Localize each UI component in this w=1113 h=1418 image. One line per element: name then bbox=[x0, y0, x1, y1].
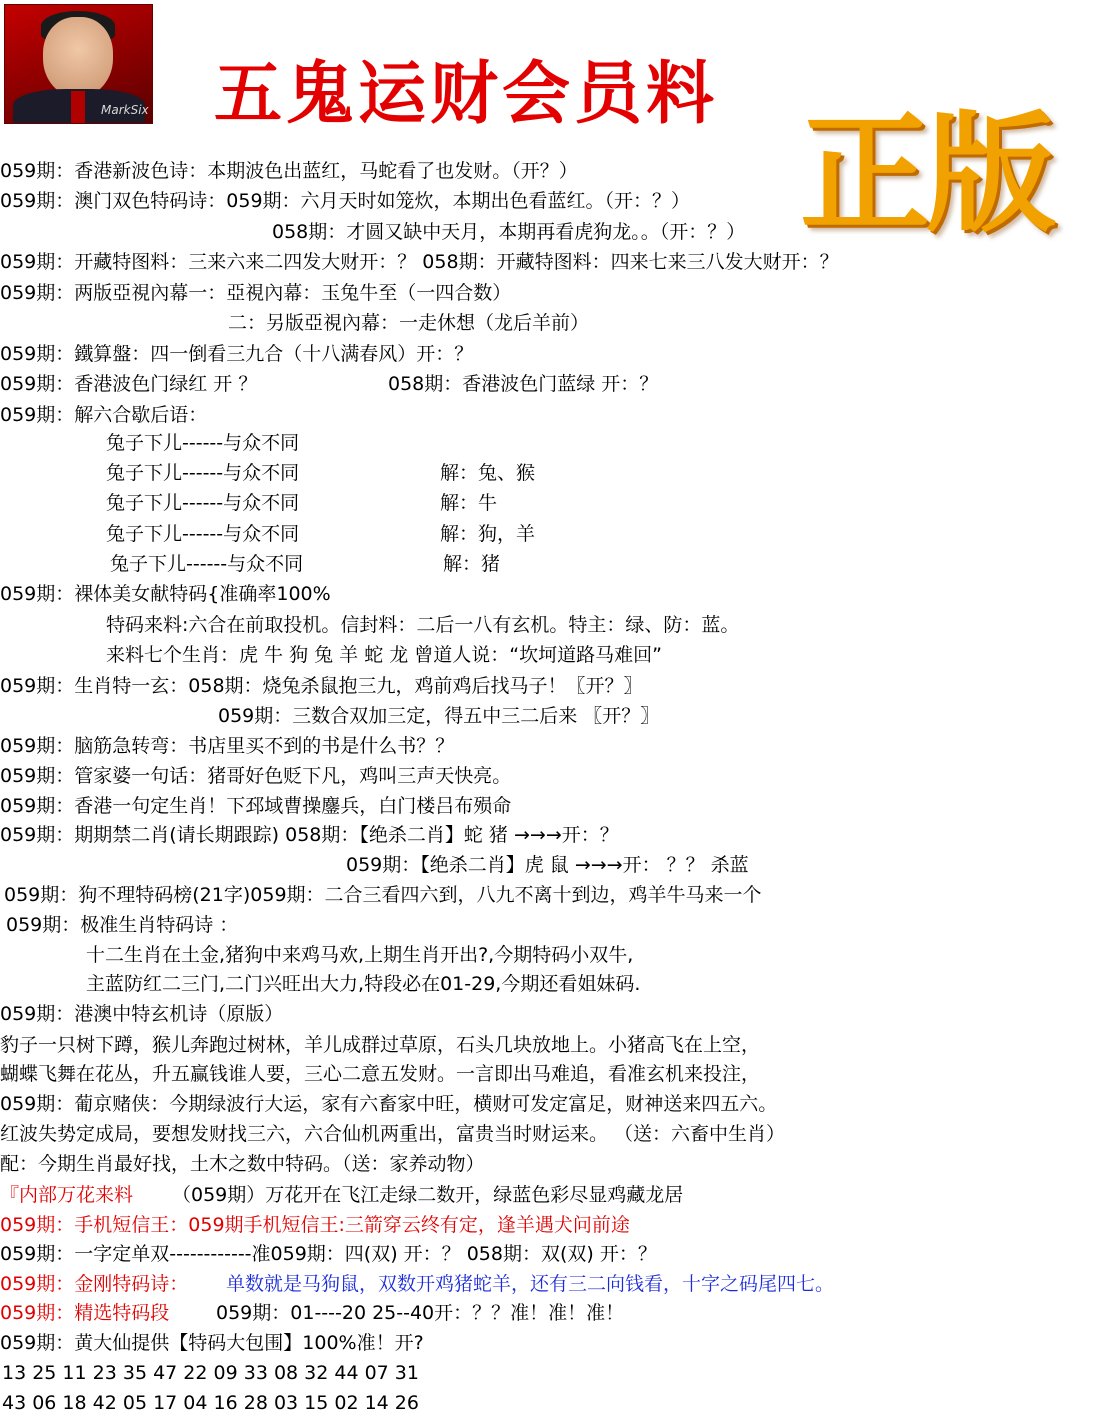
text-line: 059期：期期禁二肖(请长期跟踪) 058期：【绝杀二肖】蛇 猪 →→→开：？ bbox=[0, 824, 619, 846]
text-line: 059期：裸体美女献特码{准确率100% bbox=[0, 583, 331, 605]
text-line: 059期：狗不理特码榜(21字)059期：二合三看四六到，八九不离十到边，鸡羊牛马来一个 bbox=[4, 884, 762, 906]
text-line: 059期：【绝杀二肖】虎 鼠 →→→开： ？？ 杀蓝 bbox=[346, 854, 749, 876]
text-line: 兔子下儿------与众不同 bbox=[106, 492, 300, 514]
text-line: 配：今期生肖最好找，土木之数中特码。（送：家养动物） bbox=[0, 1153, 485, 1175]
text-line: 二：另版亞視內幕：一走休想（龙后羊前） bbox=[228, 312, 590, 334]
text-line: 059期：生肖特一玄：058期：烧兔杀鼠抱三九，鸡前鸡后找马子！〖开？〗 bbox=[0, 675, 643, 697]
text-line: 059期：两版亞視內幕一：亞視內幕：玉兔牛至（一四合数） bbox=[0, 282, 512, 304]
text-line: 43 06 18 42 05 17 04 16 28 03 15 02 14 26 bbox=[2, 1392, 419, 1414]
text-line: 兔子下儿------与众不同 bbox=[106, 462, 300, 484]
text-line: （059期）万花开在飞江走绿二数开，绿蓝色彩尽显鸡藏龙居 bbox=[172, 1184, 684, 1206]
text-line: 058期：香港波色门蓝绿 开：？ bbox=[388, 373, 659, 395]
text-line: 059期：黄大仙提供【特码大包围】100%准！开? bbox=[0, 1332, 424, 1354]
text-line: 主蓝防红二三门,二门兴旺出大力,特段必在01-29,今期还看姐妹码. bbox=[86, 973, 641, 995]
text-line: 红波失势定成局，要想发财找三六，六合仙机两重出，富贵当时财运来。 （送：六畜中生肖） bbox=[0, 1123, 786, 1145]
text-line: 059期：一字定单双------------准059期：四(双) 开：？ 058期：双(双) 开：？ bbox=[0, 1243, 657, 1265]
text-line: 来料七个生肖：虎 牛 狗 兔 羊 蛇 龙 曾道人说：“坎坷道路马难回” bbox=[106, 644, 662, 666]
text-line: 059期：极准生肖特码诗 ： bbox=[6, 914, 239, 936]
text-line: 059期：香港一句定生肖！下邳域曹操鏖兵，白门楼吕布殒命 bbox=[0, 795, 512, 817]
text-line: 13 25 11 23 35 47 22 09 33 08 32 44 07 31 bbox=[2, 1362, 419, 1384]
text-line: 059期：精选特码段 bbox=[0, 1302, 170, 1324]
text-line: 单数就是马狗鼠，双数开鸡猪蛇羊，还有三二向钱看，十字之码尾四七。 bbox=[226, 1273, 835, 1295]
text-line: 059期：01----20 25--40开：？？准！准！准！ bbox=[216, 1302, 625, 1324]
text-line: 059期：手机短信王：059期手机短信王:三箭穿云终有定，逢羊遇犬问前途 bbox=[0, 1214, 630, 1236]
text-line: 解：狗，羊 bbox=[440, 523, 536, 545]
text-line: 059期：香港波色门绿红 开 ？ bbox=[0, 373, 258, 395]
text-line: 『内部万花来料 bbox=[0, 1184, 134, 1206]
text-line: 059期：开藏特图料：三来六来二四发大财开：？ 058期：开藏特图料：四来七来三八发大财开：？ bbox=[0, 251, 839, 273]
text-line: 解：兔、猴 bbox=[440, 462, 536, 484]
text-line: 059期：管家婆一句话：猪哥好色贬下凡，鸡叫三声天快亮。 bbox=[0, 765, 512, 787]
profile-photo bbox=[4, 4, 153, 124]
text-line: 兔子下儿------与众不同 bbox=[110, 553, 304, 575]
text-line: 059期：葡京赌侠：今期绿波行大运，家有六畜家中旺，横财可发定富足，财神送来四五六。 bbox=[0, 1093, 778, 1115]
text-line: 解：牛 bbox=[440, 492, 498, 514]
page-title: 五鬼运财会员料 bbox=[214, 55, 719, 134]
text-line: 蝴蝶飞舞在花丛，升五赢钱谁人要，三心二意五发财。一言即出马难追，看准玄机来投注， bbox=[0, 1063, 761, 1085]
photo-watermark: MarkSix bbox=[101, 103, 149, 117]
text-line: 十二生肖在土金,猪狗中来鸡马欢,上期生肖开出?,今期特码小双牛, bbox=[86, 944, 634, 966]
text-line: 兔子下儿------与众不同 bbox=[106, 432, 300, 454]
text-line: 059期：三数合双加三定，得五中三二后来 〖开？〗 bbox=[218, 705, 660, 727]
text-line: 兔子下儿------与众不同 bbox=[106, 523, 300, 545]
text-line: 059期：澳门双色特码诗：059期：六月天时如笼炊，本期出色看蓝红。（开：？） bbox=[0, 190, 691, 212]
text-line: 058期：才圆又缺中天月，本期再看虎狗龙。。（开：？） bbox=[272, 221, 746, 243]
text-line: 059期：解六合歇后语： bbox=[0, 404, 208, 426]
photo-tie bbox=[71, 91, 85, 123]
photo-face bbox=[43, 17, 113, 97]
text-line: 059期：香港新波色诗：本期波色出蓝红，马蛇看了也发财。（开？） bbox=[0, 160, 578, 182]
text-line: 059期：港澳中特玄机诗（原版） bbox=[0, 1003, 284, 1025]
text-line: 059期：鐵算盤：四一倒看三九合（十八满春风）开：？ bbox=[0, 343, 474, 365]
text-line: 059期：金刚特码诗： bbox=[0, 1273, 189, 1295]
text-line: 解：猪 bbox=[443, 553, 501, 575]
text-line: 特码来料:六合在前取投机。信封料：二后一八有玄机。特主：绿、防：蓝。 bbox=[106, 614, 740, 636]
text-line: 059期：脑筋急转弯：书店里买不到的书是什么书？？ bbox=[0, 735, 455, 757]
text-line: 豹子一只树下蹲，猴儿奔跑过树林，羊儿成群过草原，石头几块放地上。小猪高飞在上空， bbox=[0, 1034, 761, 1056]
genuine-stamp: 正版 bbox=[800, 98, 1053, 250]
